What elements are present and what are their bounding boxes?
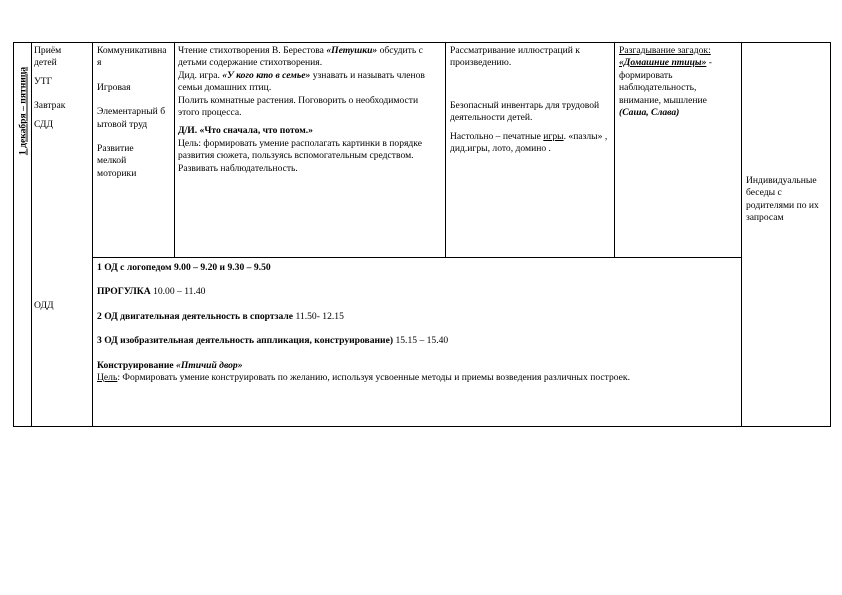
table-border-right [830, 42, 831, 427]
game-block [178, 70, 440, 95]
reading-goal: обсудить с детьми содержание стихотворения. [178, 45, 423, 69]
regime-item: СДД [34, 118, 54, 130]
env-illustrations: Рассматривание иллюстраций к произведению. [450, 45, 580, 69]
regime-item: УТГ [34, 75, 53, 87]
regime-item: Завтрак [34, 100, 66, 112]
regime-item: Приём детей [34, 45, 62, 69]
dg-goal: Цель: формировать умение располагать картинки в порядке развития сюжета, пользуясь вспомогательным средством. Развивать наблюдательность. [178, 137, 422, 174]
individual-block [619, 45, 737, 119]
col-divider-5 [614, 42, 615, 257]
game-prefix: Дид. игра. [178, 69, 220, 81]
col-divider-6 [741, 42, 742, 427]
col-divider-4 [445, 42, 446, 257]
labor-text: Полить комнатные растения. Поговорить о необходимости этого процесса. [178, 94, 419, 119]
individual-rest: - формировать наблюдательность, внимание, мышление [619, 57, 712, 106]
activity-type: Коммуникативная [97, 45, 167, 69]
parents-column [746, 175, 828, 225]
game-goal: узнавать и называть членов семьи домашних птиц. [178, 69, 425, 94]
regime-odd: ОДД [34, 300, 54, 311]
od-section [97, 262, 737, 384]
col-divider-3 [174, 42, 175, 257]
individual-topic: «Домашние птицы» [619, 57, 707, 69]
activity-type: Элементарный бытовой труд [97, 106, 166, 130]
reading-block [178, 45, 440, 70]
activity-types-column [97, 45, 170, 180]
parents-text: Индивидуальные беседы с родителями по их запросам [746, 175, 819, 224]
individual-work-column [619, 45, 737, 119]
activity-type: Игровая [97, 81, 131, 93]
od-line-1: 1 ОД с логопедом 9.00 – 9.20 и 9.30 – 9.50 [97, 262, 271, 273]
table-border-bottom [13, 426, 831, 427]
od-walk: ПРОГУЛКА 10.00 – 11.40 [97, 286, 206, 298]
row-divider [92, 257, 742, 258]
od-line-3: 3 ОД изобразительная деятельность аппликация, конструирование) 15.15 – 15.40 [97, 335, 449, 347]
dg-title: Д/И. «Что сначала, что потом.» [178, 125, 313, 137]
od-goal: Цель: Формировать умение конструировать по желанию, используя усвоенные методы и приемы возведения различных построек. [97, 372, 630, 384]
individual-title: Разгадывание загадок: [619, 45, 711, 56]
env-inventory: Безопасный инвентарь для трудовой деятельности детей. [450, 99, 600, 124]
environment-column [450, 45, 610, 155]
table-border-top [13, 42, 831, 43]
col-divider-2 [92, 42, 93, 427]
env-games: Настольно – печатные игры. «пазлы» , дид.игры, лото, домино . [450, 130, 608, 155]
reading-title: Чтение стихотворения В. Берестова [178, 45, 324, 56]
date-label: 1 декабря – пятница [17, 66, 28, 155]
col-divider-1 [31, 42, 32, 427]
game-name: «У кого кто в семье» [222, 69, 311, 81]
joint-activity-column [178, 45, 440, 175]
reading-work: «Петушки» [326, 45, 378, 56]
individual-names: (Саша, Слава) [619, 107, 680, 119]
activity-type: Развитие мелкой моторики [97, 143, 137, 179]
od-construction: Конструирование «Птичий двор» [97, 359, 243, 371]
regime-column [34, 45, 90, 131]
od-line-2: 2 ОД двигательная деятельность в спортзале 11.50- 12.15 [97, 310, 344, 322]
